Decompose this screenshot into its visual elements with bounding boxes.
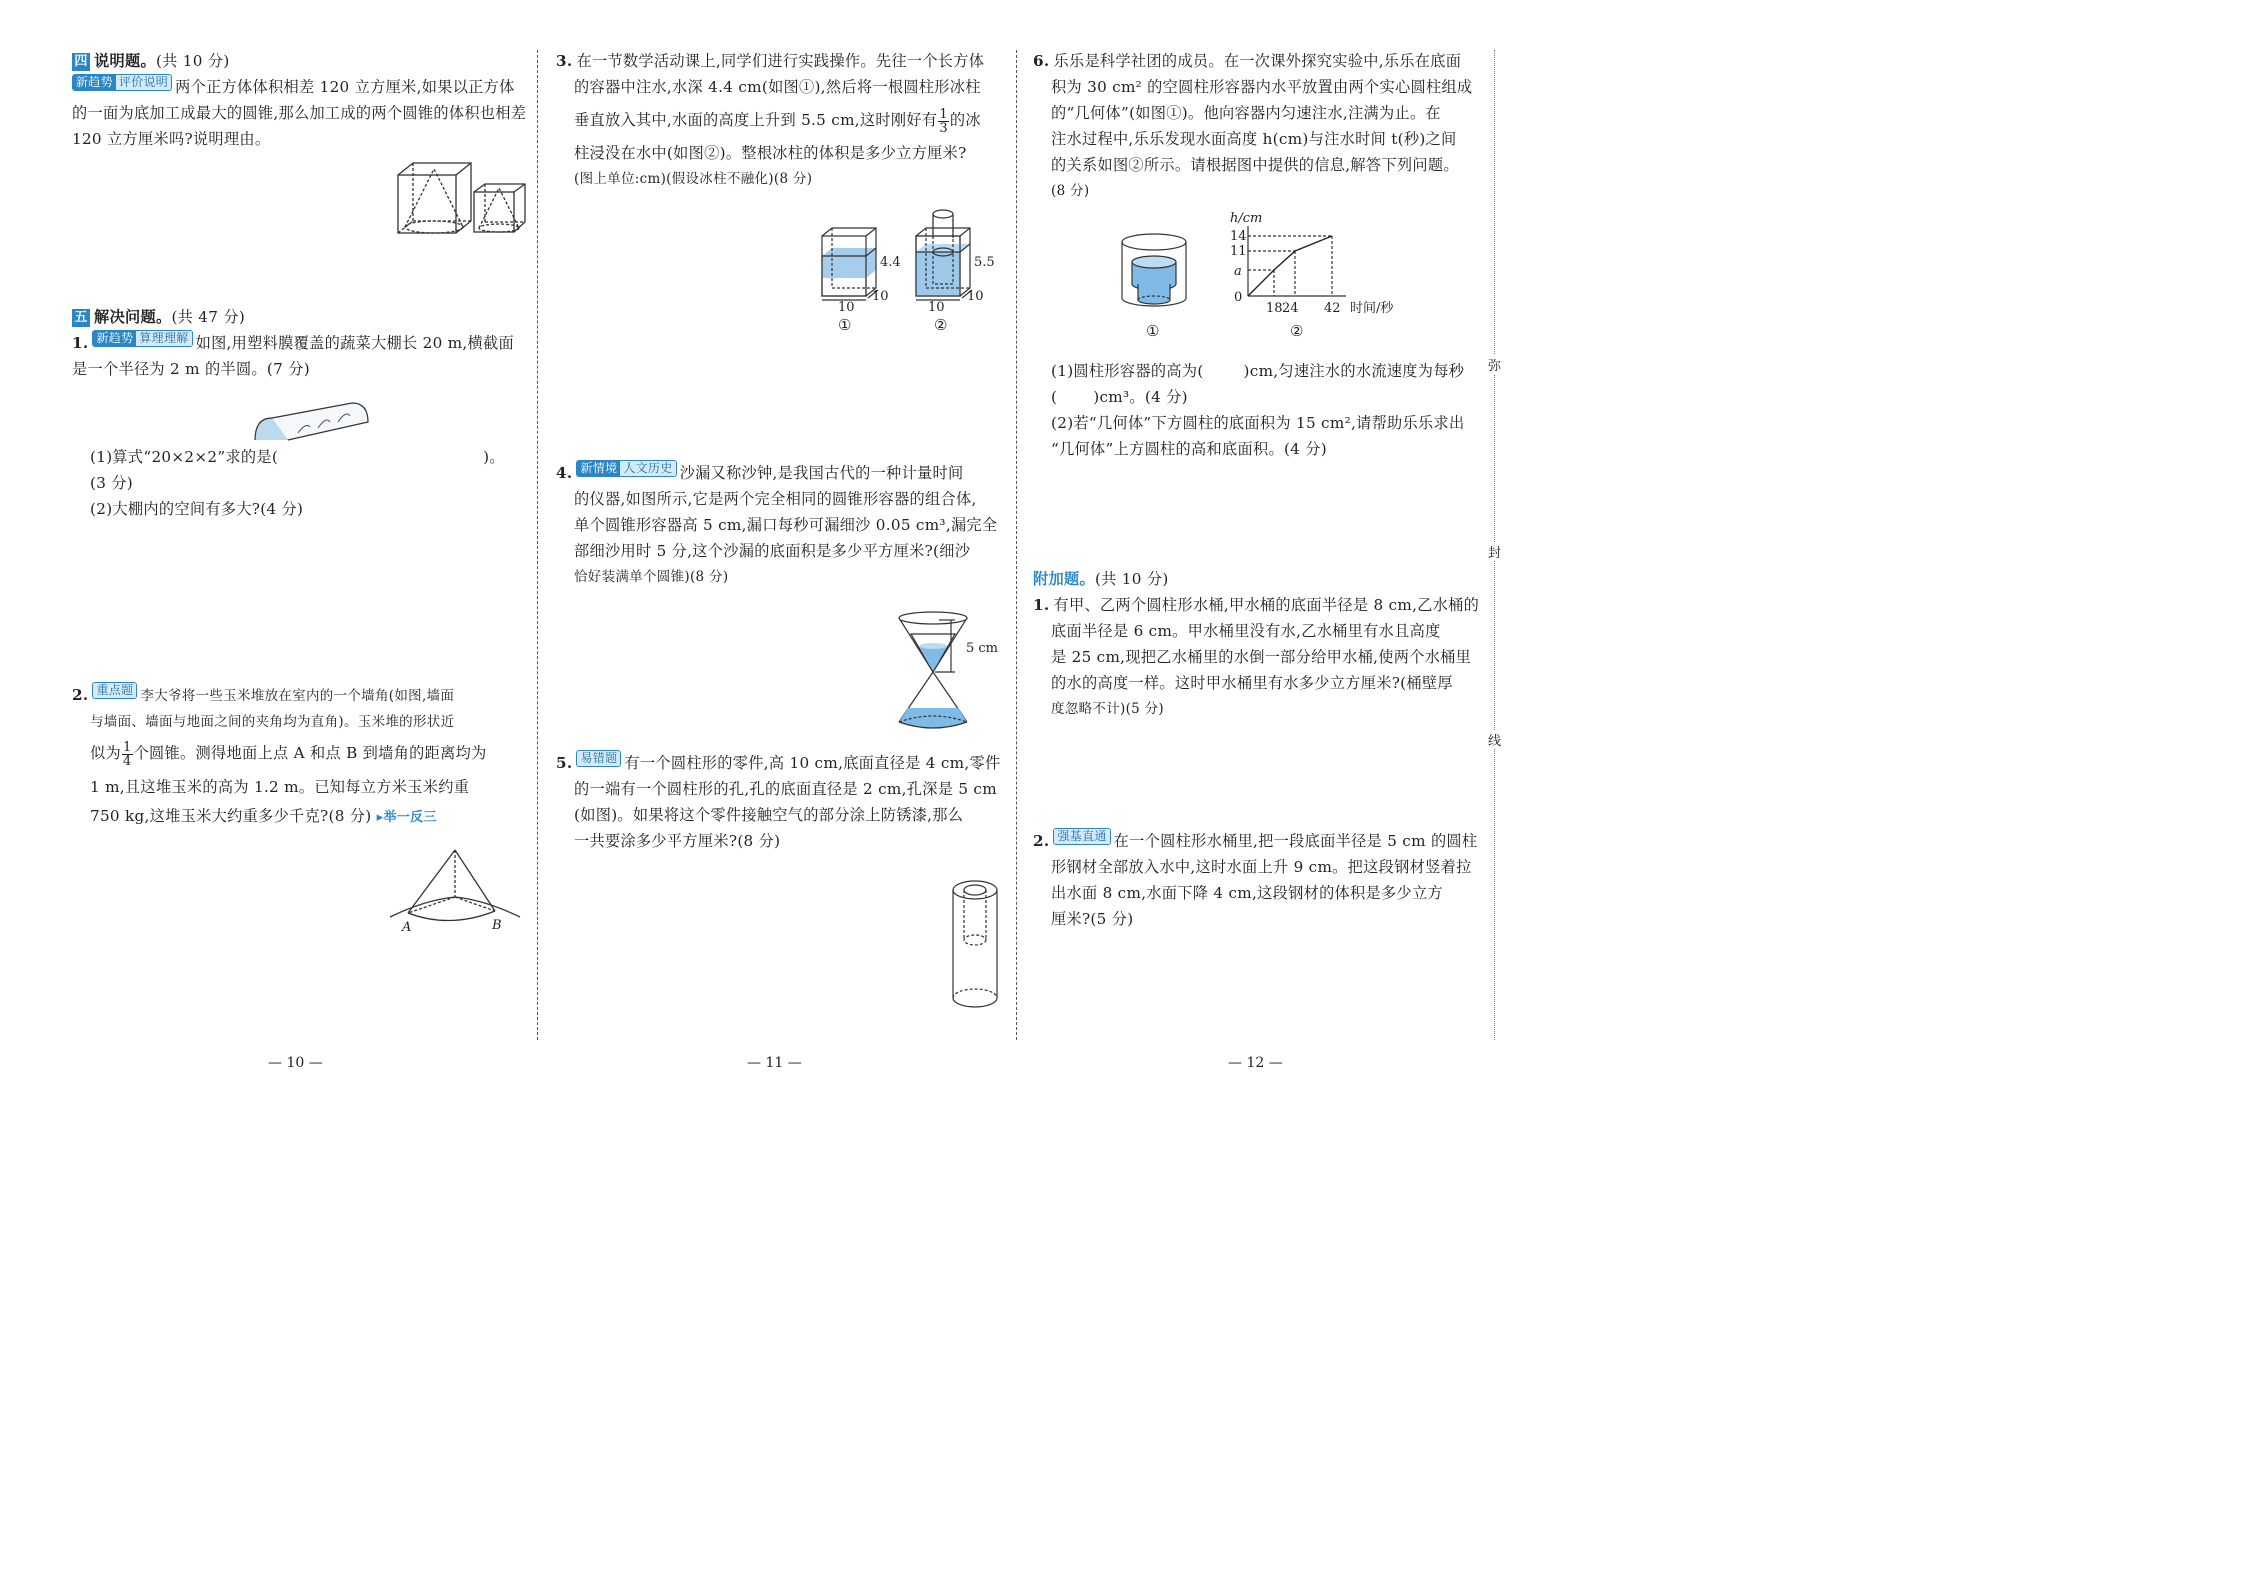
margin-mark: 封 <box>1488 542 1501 561</box>
xtick-18: 18 <box>1266 301 1283 316</box>
e2-line3: 出水面 8 cm,水面下降 4 cm,这段钢材的体积是多少立方 <box>1051 884 1443 902</box>
section-badge: 四 <box>72 53 90 71</box>
point-b-label: B <box>492 918 502 933</box>
graph-caption: ② <box>1290 322 1304 340</box>
q4-line4: 部细沙用时 5 分,这个沙漏的底面积是多少平方厘米?(细沙 <box>574 542 971 560</box>
fig2-width: 10 <box>928 300 945 315</box>
fig2-height: 5.5 <box>974 255 995 270</box>
tag-badge: 新情境 人文历史 <box>576 460 676 477</box>
q4-line2: 的仪器,如图所示,它是两个完全相同的圆锥形容器的组合体, <box>574 490 977 508</box>
section-5-heading: 五 解决问题。(共 47 分) <box>72 304 527 330</box>
q6-sub1-cont: ( )cm³。(4 分) <box>1051 388 1188 406</box>
column-divider <box>537 50 538 1040</box>
tag-badge: 易错题 <box>576 750 621 767</box>
tag-badge: 重点题 <box>92 682 137 699</box>
graph-line <box>1248 236 1332 296</box>
water-height-graph <box>1226 208 1416 343</box>
margin-mark: 线 <box>1488 730 1501 749</box>
q3-line3: 垂直放入其中,水面的高度上升到 5.5 cm,这时刚好有 $\frac{1}{3}$ 的冰 <box>574 106 981 136</box>
q3-line2: 的容器中注水,水深 4.4 cm(如图①),然后将一根圆柱形冰柱 <box>574 78 981 96</box>
q6-line5: 的关系如图②所示。请根据图中提供的信息,解答下列问题。 <box>1051 156 1459 174</box>
q2-line2: 与墙面、墙面与地面之间的夹角均为直角)。玉米堆的形状近 <box>90 714 455 730</box>
extra-section-heading: 附加题。(共 10 分) <box>1033 570 1169 588</box>
question-4: 4. 新情境 人文历史 沙漏又称沙钟,是我国古代的一种计量时间 <box>556 461 964 482</box>
point-a-label: A <box>402 920 412 935</box>
q6-line6: (8 分) <box>1051 183 1090 199</box>
page-number: — 12 — <box>1228 1055 1283 1071</box>
ytick-a: a <box>1234 264 1242 279</box>
fig1-width: 10 <box>838 300 855 315</box>
corn-pile-figure <box>390 845 520 935</box>
q4-line5: 恰好装满单个圆锥)(8 分) <box>574 569 729 585</box>
question-2: 2. 重点题 李大爷将一些玉米堆放在室内的一个墙角(如图,墙面 <box>72 683 455 704</box>
fraction-one-quarter: $\frac{1}{4}$ <box>122 739 132 769</box>
question-3: 3. 在一节数学活动课上,同学们进行实践操作。先往一个长方体 <box>556 52 985 70</box>
margin-mark: 弥 <box>1488 355 1501 374</box>
q4-line3: 单个圆锥形容器高 5 cm,漏口每秒可漏细沙 0.05 cm³,漏完全 <box>574 516 998 534</box>
tag-badge: 新趋势 算理理解 <box>92 330 192 347</box>
container-caption: ① <box>1146 322 1160 340</box>
e2-line2: 形钢材全部放入水中,这时水面上升 9 cm。把这段钢材竖着拉 <box>1051 858 1472 876</box>
e2-line4: 厘米?(5 分) <box>1051 910 1134 928</box>
page-number: — 10 — <box>268 1055 323 1071</box>
q1-part2: (2)大棚内的空间有多大?(4 分) <box>90 500 304 518</box>
q5-line2: 的一端有一个圆柱形的孔,孔的底面直径是 2 cm,孔深是 5 cm <box>574 780 997 798</box>
fig2-caption: ② <box>934 316 948 334</box>
graph-y-label: h/cm <box>1230 211 1263 226</box>
question-explain: 新趋势 评价说明 两个正方体体积相差 120 立方厘米,如果以正方体的一面为底加工成最大的圆锥,那么加工成的两个圆锥的体积也相差 120 立方厘米吗?说明理由。 <box>72 75 527 148</box>
q2-line4: 1 m,且这堆玉米的高为 1.2 m。已知每立方米玉米约重 <box>90 778 470 796</box>
section-4-heading: 四 说明题。(共 10 分) <box>72 48 527 74</box>
q5-line3: (如图)。如果将这个零件接触空气的部分涂上防锈漆,那么 <box>574 806 964 824</box>
xtick-42: 42 <box>1324 301 1341 316</box>
e1-line2: 底面半径是 6 cm。甲水桶里没有水,乙水桶里有水且高度 <box>1051 622 1441 640</box>
q1-part1: (1)算式“20×2×2”求的是( )。 <box>90 448 505 466</box>
fraction-one-third: $\frac{1}{3}$ <box>939 106 948 136</box>
q2-line3: 似为 $\frac{1}{4}$ 个圆锥。测得地面上点 A 和点 B 到墙角的距离均为 <box>90 739 487 769</box>
q6-line4: 注水过程中,乐乐发现水面高度 h(cm)与注水时间 t(秒)之间 <box>1051 130 1457 148</box>
q6-line3: 的“几何体”(如图①)。他向容器内匀速注水,注满为止。在 <box>1051 104 1441 122</box>
water-container-figures <box>818 208 1003 333</box>
cylinder-part-figure <box>950 878 1005 1018</box>
question-1: 1. 新趋势 算理理解 如图,用塑料膜覆盖的蔬菜大棚长 20 m,横截面是一个半径为 2 m 的半圆。(7 分) <box>72 331 515 378</box>
hourglass-figure <box>895 612 1005 732</box>
graph-x-label: 时间/秒 <box>1350 301 1394 316</box>
question-5: 5. 易错题 有一个圆柱形的零件,高 10 cm,底面直径是 4 cm,零件 <box>556 751 1001 772</box>
ytick-14: 14 <box>1230 229 1247 244</box>
tag-badge: 新趋势 评价说明 <box>72 74 172 91</box>
extra-question-1: 1. 有甲、乙两个圆柱形水桶,甲水桶的底面半径是 8 cm,乙水桶的 <box>1033 596 1480 614</box>
q1-part1-points: (3 分) <box>90 474 134 492</box>
fig1-height: 4.4 <box>880 255 901 270</box>
q6-line2: 积为 30 cm² 的空圆柱形容器内水平放置由两个实心圆柱组成 <box>1051 78 1473 96</box>
question-6: 6. 乐乐是科学社团的成员。在一次课外探究实验中,乐乐在底面 <box>1033 52 1462 70</box>
cubes-with-cones-figure <box>395 160 525 235</box>
q6-sub2-cont: “几何体”上方圆柱的高和底面积。(4 分) <box>1051 440 1327 458</box>
page-number: — 11 — <box>747 1055 802 1071</box>
greenhouse-figure <box>250 400 370 445</box>
fig1-caption: ① <box>838 316 852 334</box>
ytick-11: 11 <box>1230 244 1247 259</box>
e1-line3: 是 25 cm,现把乙水桶里的水倒一部分给甲水桶,使两个水桶里 <box>1051 648 1472 666</box>
fig2-depth: 10 <box>967 289 984 304</box>
extra-question-2: 2. 强基直通 在一个圆柱形水桶里,把一段底面半径是 5 cm 的圆柱 <box>1033 829 1478 850</box>
fig1-depth: 10 <box>872 289 889 304</box>
column-page-12 <box>1033 40 1480 932</box>
ytick-0: 0 <box>1234 290 1243 305</box>
q3-line5: (图上单位:cm)(假设冰柱不融化)(8 分) <box>574 171 813 187</box>
q6-sub1: (1)圆柱形容器的高为( )cm,匀速注水的水流速度为每秒 <box>1051 362 1465 380</box>
xtick-24: 24 <box>1282 301 1299 316</box>
q3-line4: 柱浸没在水中(如图②)。整根冰柱的体积是多少立方厘米? <box>574 144 967 162</box>
tag-badge: 强基直通 <box>1053 828 1110 845</box>
cylinder-container-figure <box>1118 232 1193 342</box>
q2-line5: 750 kg,这堆玉米大约重多少千克?(8 分) ▸举一反三 <box>90 807 437 825</box>
link-practice[interactable]: ▸举一反三 <box>376 810 437 825</box>
column-divider <box>1016 50 1017 1040</box>
q5-line4: 一共要涂多少平方厘米?(8 分) <box>574 832 781 850</box>
q6-sub2: (2)若“几何体”下方圆柱的底面积为 15 cm²,请帮助乐乐求出 <box>1051 414 1465 432</box>
section-badge: 五 <box>72 309 90 327</box>
hourglass-height-label: 5 cm <box>966 641 999 656</box>
e1-line4: 的水的高度一样。这时甲水桶里有水多少立方厘米?(桶壁厚 <box>1051 674 1453 692</box>
e1-line5: 度忽略不计)(5 分) <box>1051 701 1164 717</box>
